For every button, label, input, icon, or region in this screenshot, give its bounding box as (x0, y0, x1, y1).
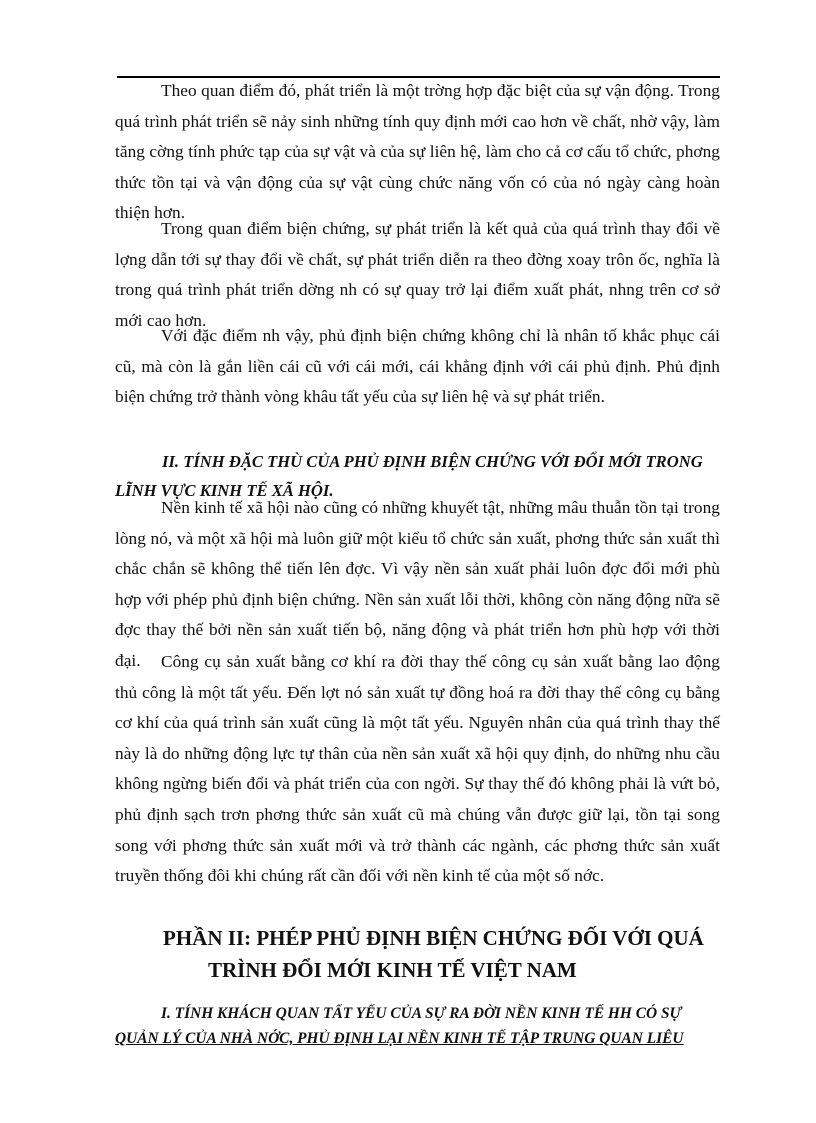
paragraph-text: Nền kinh tế xã hội nào cũng có những khuyết tật, những mâu thuẫn tồn tại trong lòng nó, và một xã hội mà luôn giữ một kiểu tổ chức sản xuất, phơng thức sản xuất thì chắc chắn sẽ không thể tiến lên đợc. Vì vậy nền sản xuất phải luôn đợc đổi mới phù hợp với phép phủ định biện chứng. Nền sản xuất lỗi thời, không còn năng động nữa sẽ đợc thay thế bởi nền sản xuất tiến bộ, năng động và phát triển hơn phù hợp với thời đại. (115, 498, 720, 670)
part-ii-title-line-1: PHẦN II: PHÉP PHỦ ĐỊNH BIỆN CHỨNG ĐỐI VỚI QUÁ (163, 926, 704, 950)
intro-paragraph-3 (115, 321, 720, 413)
intro-paragraph-1 (115, 76, 720, 229)
paragraph-text: Với đặc điểm nh vậy, phủ định biện chứng không chỉ là nhân tố khắc phục cái cũ, mà còn là gắn liền cái cũ với cái mới, cái khẳng định với cái phủ định. Phủ định biện chứng trở thành vòng khâu tất yếu của sự liên hệ và sự phát triển. (115, 326, 720, 407)
intro-paragraph-2 (115, 214, 720, 336)
part-ii-title-line-2: TRÌNH ĐỔI MỚI KINH TẾ VIỆT NAM (208, 958, 577, 982)
subsection-i-heading-line-1: I. TÍNH KHÁCH QUAN TẤT YẾU CỦA SỰ RA ĐỜI NỀN KINH TẾ HH CÓ SỰ (161, 1005, 682, 1022)
paragraph-text: Công cụ sản xuất bằng cơ khí ra đời thay thế công cụ sản xuất bằng lao động thủ công là một tất yếu. Đến lợt nó sản xuất tự đồng hoá ra đời thay thế công cụ bằng cơ khí của quá trình sản xuất cũng là một tất yếu. Nguyên nhân của quá trình thay thế này là do những động lực tự thân của nền sản xuất xã hội quy định, do những nhu cầu không ngừng biến đổi và phát triển của con ngời. Sự thay thế đó không phải là vứt bỏ, phủ định sạch trơn phơng thức sản xuất cũ mà chúng vẫn được giữ lại, tồn tại song song với phơng thức sản xuất mới và trở thành các ngành, các phơng thức sản xuất truyền thống đôi khi chúng rất cần đối với nền kinh tế của một số nớc. (115, 652, 720, 886)
section-ii-paragraph-2 (115, 647, 720, 892)
part-ii-title (115, 922, 720, 986)
section-ii-heading-line-1: II. TÍNH ĐẶC THÙ CỦA PHỦ ĐỊNH BIỆN CHỨNG VỚI ĐỔI MỚI TRONG (162, 452, 703, 471)
subsection-i-heading-line-2: QUẢN LÝ CỦA NHÀ NỚC, PHỦ ĐỊNH LẠI NỀN KINH TẾ TẬP TRUNG QUAN LIÊU (115, 1030, 684, 1047)
section-ii-heading-line-2: LĨNH VỰC KINH TẾ XÃ HỘI. (115, 481, 334, 500)
paragraph-text: Theo quan điểm đó, phát triển là một trờng hợp đặc biệt của sự vận động. Trong quá trình phát triển sẽ nảy sinh những tính quy định mới cao hơn về chất, nhờ vậy, làm tăng cờng tính phức tạp của sự vật và của sự liên hệ, làm cho cả cơ cấu tổ chức, phơng thức tồn tại và vận động của sự vật cùng chức năng vốn có của nó ngày càng hoàn thiện hơn. (115, 81, 720, 223)
subsection-i-heading (115, 1001, 720, 1051)
paragraph-text: Trong quan điểm biện chứng, sự phát triển là kết quả của quá trình thay đổi về lợng dẫn tới sự thay đổi về chất, sự phát triển diễn ra theo đờng xoay trôn ốc, nghĩa là trong quá trình phát triển dờng nh có sự quay trở lại điểm xuất phát, nhng trên cơ sở mới cao hơn. (115, 219, 720, 330)
